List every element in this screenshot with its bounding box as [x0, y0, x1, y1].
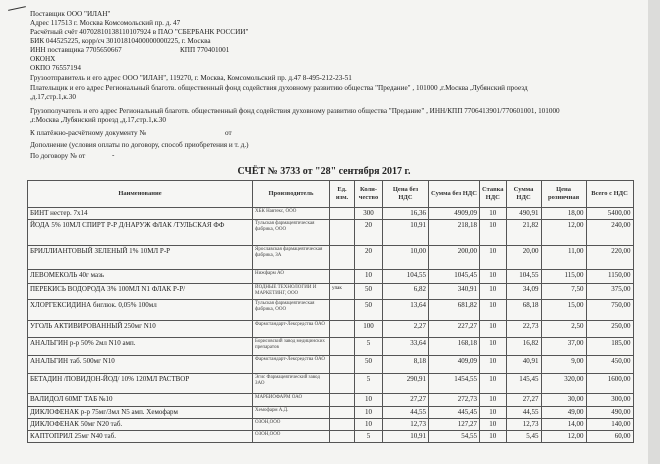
- cell-unit: [330, 374, 355, 394]
- cell-unit: [330, 321, 355, 338]
- cell-unit: [330, 419, 355, 431]
- table-row: [28, 407, 634, 419]
- cell-total: 1150,00: [586, 270, 633, 284]
- cell-name: ПЕРЕКИСЬ ВОДОРОДА 3% 100МЛ N1 ФЛАК Р-Р/: [28, 284, 253, 300]
- cell-qty: 20: [355, 220, 383, 246]
- cell-price: 44,55: [383, 407, 429, 419]
- cell-name: ВАЛИДОЛ 60МГ ТАБ №10: [28, 394, 253, 407]
- table-header-row: [28, 181, 634, 208]
- cell-retail: 37,00: [541, 338, 586, 356]
- cell-total: 490,00: [586, 407, 633, 419]
- cell-name: БРИЛЛИАНТОВЫЙ ЗЕЛЕНЫЙ 1% 10МЛ Р-Р: [28, 246, 253, 270]
- cell-unit: [330, 407, 355, 419]
- cell-maker: Нижфарм АО: [253, 270, 330, 284]
- table-row: [28, 270, 634, 284]
- cell-total: 60,00: [586, 431, 633, 443]
- cell-name: ХЛОРГЕКСИДИНА биглюк. 0,05% 100мл: [28, 300, 253, 321]
- cell-price: 13,64: [383, 300, 429, 321]
- cell-retail: 9,00: [541, 356, 586, 374]
- cell-vat: 27,27: [506, 394, 541, 407]
- cell-name: ЙОДА 5% 10МЛ СПИРТ Р-Р Д/НАРУЖ ФЛАК /ТУЛЬСКАЯ ФФ: [28, 220, 253, 246]
- page-edge: [648, 0, 660, 464]
- shipper-line: Грузоотправитель и его адрес ООО "ИЛАН", 119270, г. Москва, Комсомольский пр. д.47 8-495-212-23-51: [30, 74, 352, 82]
- cell-sum: 4909,09: [429, 208, 480, 220]
- cell-sum: 409,09: [429, 356, 480, 374]
- cell-name: КАПТОПРИЛ 25мг N40 таб.: [28, 431, 253, 443]
- payer-line-1: Плательщик и его адрес Региональный благотв. общественный фонд содействия духовному развитию общества "Предание" , 101000 ,г.Москва ,Лубянский проезд: [30, 84, 528, 92]
- cell-unit: [330, 394, 355, 407]
- cell-maker: Хемофарм А.Д.: [253, 407, 330, 419]
- okonh-line: ОКОНХ: [30, 55, 56, 63]
- addition-line: Дополнение (условия оплаты по договору, способ приобретения и т. д.): [30, 141, 249, 149]
- invoice-title: СЧЁТ № 3733 от "28" сентября 2017 г.: [237, 166, 411, 177]
- supplier-line: Поставщик ООО "ИЛАН": [30, 10, 111, 18]
- cell-maker: Фармстандарт-Лексредства ОАО: [253, 356, 330, 374]
- cell-vat: 12,73: [506, 419, 541, 431]
- cell-rate: 10: [480, 300, 507, 321]
- table-row: [28, 338, 634, 356]
- cell-qty: 300: [355, 208, 383, 220]
- kpp-line: КПП 770401001: [180, 46, 230, 54]
- cell-total: 375,00: [586, 284, 633, 300]
- cell-rate: 10: [480, 338, 507, 356]
- cell-vat: 16,82: [506, 338, 541, 356]
- cell-price: 104,55: [383, 270, 429, 284]
- table-row: [28, 300, 634, 321]
- cell-unit: [330, 431, 355, 443]
- cell-price: 27,27: [383, 394, 429, 407]
- cell-unit: [330, 246, 355, 270]
- cell-vat: 34,09: [506, 284, 541, 300]
- cell-qty: 10: [355, 419, 383, 431]
- cell-name: ДИКЛОФЕНАК 50мг N20 таб.: [28, 419, 253, 431]
- cell-retail: 12,00: [541, 220, 586, 246]
- bik-line: БИК 044525225, корр/сч 30101810400000000225, г. Москва: [30, 37, 211, 45]
- address-line: Адрес 117513 г. Москва Комсомольский пр. д. 47: [30, 19, 181, 27]
- cell-vat: 40,91: [506, 356, 541, 374]
- cell-rate: 10: [480, 284, 507, 300]
- cell-total: 185,00: [586, 338, 633, 356]
- cell-name: ДИКЛОФЕНАК р-р 75мг/3мл N5 амп. Хемофарм: [28, 407, 253, 419]
- cell-unit: [330, 220, 355, 246]
- cell-rate: 10: [480, 394, 507, 407]
- cell-price: 10,91: [383, 431, 429, 443]
- table-row: [28, 284, 634, 300]
- cell-sum: 200,00: [429, 246, 480, 270]
- cell-retail: 320,00: [541, 374, 586, 394]
- cell-total: 240,00: [586, 220, 633, 246]
- cell-retail: 14,00: [541, 419, 586, 431]
- cell-price: 12,73: [383, 419, 429, 431]
- cell-retail: 7,50: [541, 284, 586, 300]
- cell-total: 140,00: [586, 419, 633, 431]
- cell-sum: 54,55: [429, 431, 480, 443]
- cell-qty: 50: [355, 300, 383, 321]
- cell-price: 10,91: [383, 220, 429, 246]
- cell-rate: 10: [480, 356, 507, 374]
- cell-vat: 44,55: [506, 407, 541, 419]
- cell-price: 2,27: [383, 321, 429, 338]
- cell-name: УГОЛЬ АКТИВИРОВАННЫЙ 250мг N10: [28, 321, 253, 338]
- cell-qty: 5: [355, 374, 383, 394]
- cell-maker: Тульская фармацевтическая фабрика, ООО: [253, 300, 330, 321]
- contract-line: По договору № от: [30, 152, 86, 160]
- inn-line: ИНН поставщика 7705650667: [30, 46, 122, 54]
- column-header-unit: Ед. изм.: [330, 181, 355, 208]
- cell-name: ЛЕВОМЕКОЛЬ 40г мазь: [28, 270, 253, 284]
- okpo-line: ОКПО 76557194: [30, 64, 81, 72]
- cell-sum: 227,27: [429, 321, 480, 338]
- cell-rate: 10: [480, 407, 507, 419]
- cell-name: БИНТ нестер. 7х14: [28, 208, 253, 220]
- table-row: [28, 431, 634, 443]
- table-row: [28, 246, 634, 270]
- cell-vat: 145,45: [506, 374, 541, 394]
- cell-name: АНАЛЬГИН р-р 50% 2мл N10 амп.: [28, 338, 253, 356]
- payer-line-2: ,д.17,стр.1,к.30: [30, 93, 76, 101]
- cell-maker: Тульская фармацевтическая фабрика, ООО: [253, 220, 330, 246]
- cell-rate: 10: [480, 374, 507, 394]
- column-header-retail: Цена розничная: [541, 181, 586, 208]
- cell-unit: [330, 356, 355, 374]
- cell-maker: МАРБИОФАРМ ОАО: [253, 394, 330, 407]
- cell-rate: 10: [480, 270, 507, 284]
- cell-sum: 1454,55: [429, 374, 480, 394]
- cell-sum: 340,91: [429, 284, 480, 300]
- cell-qty: 50: [355, 284, 383, 300]
- cell-rate: 10: [480, 246, 507, 270]
- cell-unit: упак: [330, 284, 355, 300]
- cell-rate: 10: [480, 419, 507, 431]
- payment-doc-line: К платёжно-расчётному документу №: [30, 129, 147, 137]
- cell-retail: 30,00: [541, 394, 586, 407]
- column-header-name: Наименование: [28, 181, 253, 208]
- cell-price: 6,82: [383, 284, 429, 300]
- cell-rate: 10: [480, 220, 507, 246]
- cell-total: 450,00: [586, 356, 633, 374]
- cell-maker: Ярославская фармацевтическая фабрика, ЗА: [253, 246, 330, 270]
- cell-vat: 21,82: [506, 220, 541, 246]
- cell-retail: 12,00: [541, 431, 586, 443]
- cell-retail: 49,00: [541, 407, 586, 419]
- table-row: [28, 321, 634, 338]
- column-header-price: Цена без НДС: [383, 181, 429, 208]
- cell-sum: 272,73: [429, 394, 480, 407]
- cell-vat: 22,73: [506, 321, 541, 338]
- cell-rate: 10: [480, 208, 507, 220]
- cell-total: 220,00: [586, 246, 633, 270]
- cell-maker: ХБК Навтекс, ООО: [253, 208, 330, 220]
- cell-maker: Борисовский завод медицинских препаратов: [253, 338, 330, 356]
- table-row: [28, 208, 634, 220]
- consignee-line-1: Грузополучатель и его адрес Региональный благотв. общественный фонд содействия духовному развитию общества "Предание" , ИНН/КПП 7706413901/770601001, 101000: [30, 107, 560, 115]
- cell-retail: 115,00: [541, 270, 586, 284]
- cell-retail: 18,00: [541, 208, 586, 220]
- cell-retail: 15,00: [541, 300, 586, 321]
- cell-qty: 20: [355, 246, 383, 270]
- cell-price: 33,64: [383, 338, 429, 356]
- payment-doc-from: от: [225, 129, 232, 137]
- column-header-qty: Коли-чество: [355, 181, 383, 208]
- cell-vat: 68,18: [506, 300, 541, 321]
- column-header-total: Всего с НДС: [586, 181, 633, 208]
- cell-vat: 490,91: [506, 208, 541, 220]
- cell-total: 5400,00: [586, 208, 633, 220]
- cell-name: БЕТАДИН /ПОВИДОН-ЙОД/ 10% 120МЛ РАСТВОР: [28, 374, 253, 394]
- contract-dash: -: [112, 151, 115, 159]
- cell-rate: 10: [480, 321, 507, 338]
- cell-qty: 5: [355, 338, 383, 356]
- cell-qty: 10: [355, 270, 383, 284]
- account-line: Расчётный счёт 40702810138110107924 в ПАО "СБЕРБАНК РОССИИ": [30, 28, 249, 36]
- cell-retail: 11,00: [541, 246, 586, 270]
- cell-price: 16,36: [383, 208, 429, 220]
- cell-maker: Фармстандарт-Лексредства ОАО: [253, 321, 330, 338]
- cell-price: 8,18: [383, 356, 429, 374]
- cell-sum: 127,27: [429, 419, 480, 431]
- invoice-table: [27, 180, 634, 443]
- column-header-vat: Сумма НДС: [506, 181, 541, 208]
- cell-qty: 5: [355, 431, 383, 443]
- cell-total: 1600,00: [586, 374, 633, 394]
- consignee-line-2: ,г.Москва ,Лубянский проезд ,д.17,стр.1,к.30: [30, 116, 166, 124]
- table-row: [28, 394, 634, 407]
- cell-qty: 100: [355, 321, 383, 338]
- column-header-rate: Ставка НДС: [480, 181, 507, 208]
- cell-maker: ЙОДНЫЕ ТЕХНОЛОГИИ И МАРКЕТИНГ, ООО: [253, 284, 330, 300]
- cell-rate: 10: [480, 431, 507, 443]
- cell-qty: 10: [355, 407, 383, 419]
- column-header-sum: Сумма без НДС: [429, 181, 480, 208]
- cell-vat: 20,00: [506, 246, 541, 270]
- cell-unit: [330, 338, 355, 356]
- cell-unit: [330, 270, 355, 284]
- table-row: [28, 220, 634, 246]
- cell-total: 250,00: [586, 321, 633, 338]
- cell-sum: 445,45: [429, 407, 480, 419]
- cell-qty: 50: [355, 356, 383, 374]
- cell-vat: 5,45: [506, 431, 541, 443]
- cell-sum: 681,82: [429, 300, 480, 321]
- table-row: [28, 356, 634, 374]
- cell-retail: 2,50: [541, 321, 586, 338]
- cell-unit: [330, 208, 355, 220]
- cell-maker: Эгис Фармацевтический завод ЗАО: [253, 374, 330, 394]
- cell-name: АНАЛЬГИН таб. 500мг N10: [28, 356, 253, 374]
- table-row: [28, 419, 634, 431]
- cell-total: 750,00: [586, 300, 633, 321]
- cell-qty: 10: [355, 394, 383, 407]
- cell-maker: ОЗОН,ООО: [253, 431, 330, 443]
- cell-sum: 1045,45: [429, 270, 480, 284]
- cell-maker: ОЗОН,ООО: [253, 419, 330, 431]
- cell-vat: 104,55: [506, 270, 541, 284]
- cell-unit: [330, 300, 355, 321]
- cell-price: 290,91: [383, 374, 429, 394]
- cell-sum: 168,18: [429, 338, 480, 356]
- cell-total: 300,00: [586, 394, 633, 407]
- cell-sum: 218,18: [429, 220, 480, 246]
- column-header-maker: Производитель: [253, 181, 330, 208]
- table-row: [28, 374, 634, 394]
- cell-price: 10,00: [383, 246, 429, 270]
